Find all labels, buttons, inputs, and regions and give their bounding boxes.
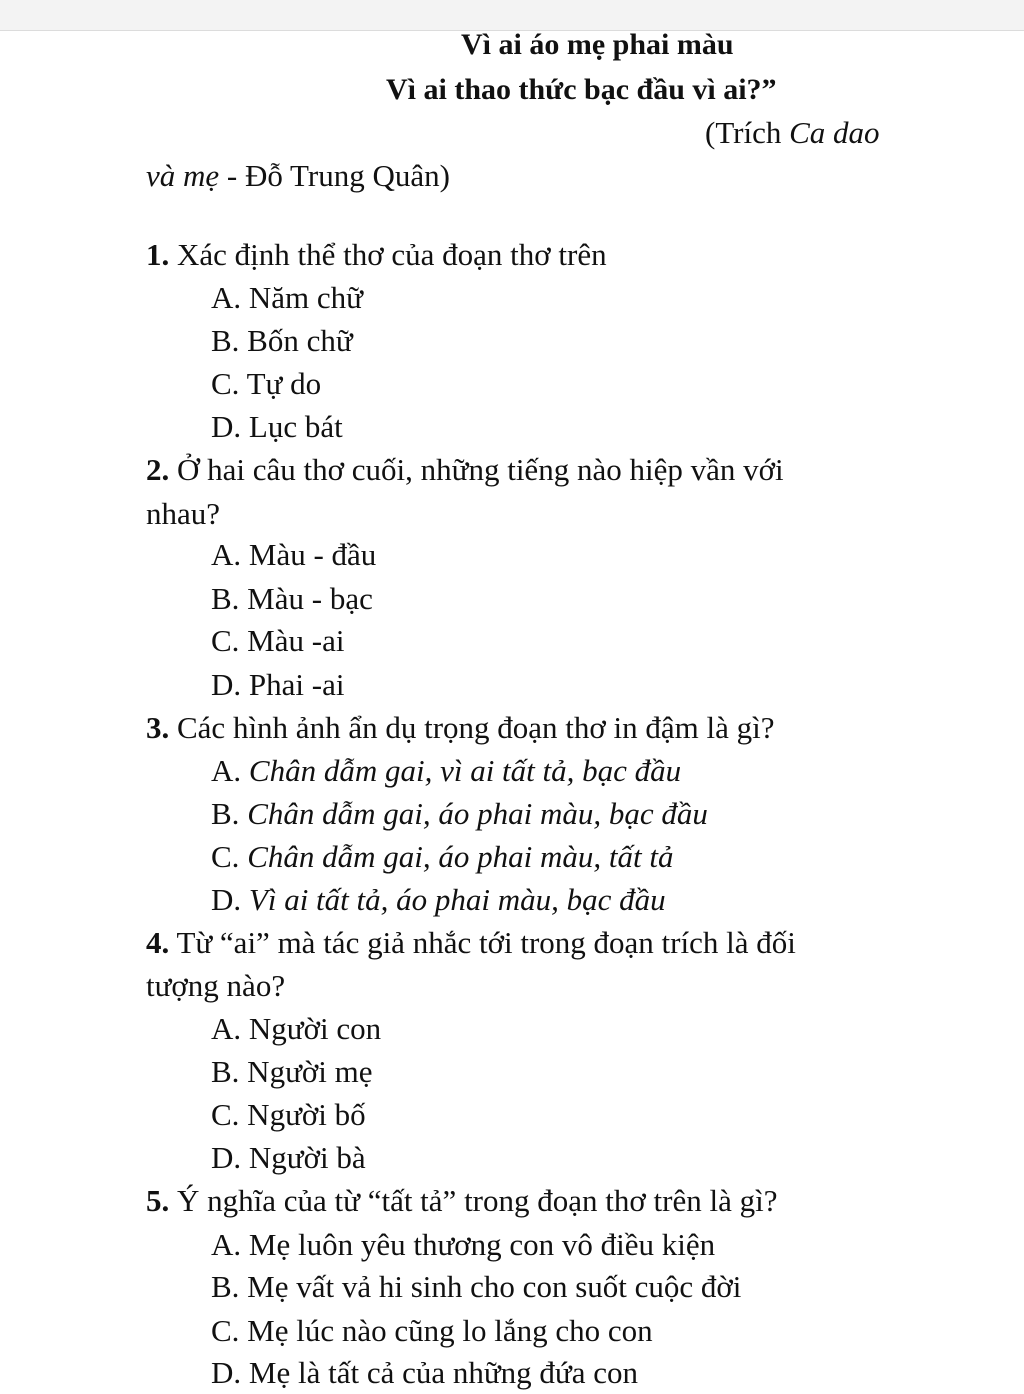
option-text: Chân dẫm gai, áo phai màu, bạc đầu [247, 796, 708, 831]
option-letter: D. [211, 882, 249, 917]
question-number: 4. [146, 925, 170, 960]
option-letter: A. [211, 753, 249, 788]
question-5 [146, 1183, 777, 1219]
poem-source-line-1 [705, 115, 880, 151]
question-number: 3. [146, 710, 170, 745]
poem-line-1: Vì ai áo mẹ phai màu [461, 28, 734, 61]
question-number: 2. [146, 452, 170, 487]
question-text: Các hình ảnh ẩn dụ trọng đoạn thơ in đậm là gì? [169, 710, 775, 745]
question-text: Xác định thể thơ của đoạn thơ trên [169, 237, 607, 272]
q2-option-c: C. Màu -ai [211, 623, 345, 658]
source-title-part-2: và mẹ [146, 158, 220, 193]
source-author: - Đỗ Trung Quân) [219, 158, 450, 193]
question-2-continued: nhau? [146, 496, 221, 531]
q2-option-d: D. Phai -ai [211, 667, 345, 702]
q3-option-d [211, 882, 666, 918]
question-4 [146, 925, 796, 961]
question-number: 1. [146, 237, 170, 272]
q5-option-c: C. Mẹ lúc nào cũng lo lắng cho con [211, 1313, 653, 1348]
question-2 [146, 452, 784, 488]
question-4-continued: tượng nào? [146, 968, 286, 1003]
q2-option-b: B. Màu - bạc [211, 581, 373, 616]
poem-source-line-2 [146, 158, 450, 194]
option-letter: C. [211, 839, 248, 874]
question-text: Ý nghĩa của từ “tất tả” trong đoạn thơ trên là gì? [169, 1183, 778, 1218]
q4-option-a: A. Người con [211, 1011, 382, 1046]
q4-option-b: B. Người mẹ [211, 1054, 373, 1089]
question-number: 5. [146, 1183, 170, 1218]
source-title-part-1: Ca dao [789, 115, 880, 150]
option-letter: B. [211, 796, 248, 831]
q3-option-a [211, 753, 681, 789]
q5-option-b: B. Mẹ vất vả hi sinh cho con suốt cuộc đời [211, 1269, 742, 1304]
poem-line-2: Vì ai thao thức bạc đầu vì ai?” [386, 73, 777, 106]
q4-option-c: C. Người bố [211, 1097, 366, 1132]
q5-option-d: D. Mẹ là tất cả của những đứa con [211, 1355, 638, 1390]
q1-option-c: C. Tự do [211, 366, 322, 401]
q3-option-c [211, 839, 673, 875]
q1-option-a: A. Năm chữ [211, 280, 363, 315]
q3-option-b [211, 796, 708, 832]
question-3 [146, 710, 775, 746]
q1-option-b: B. Bốn chữ [211, 323, 353, 358]
question-text: Từ “ai” mà tác giả nhắc tới trong đoạn trích là đối [169, 925, 796, 960]
option-text: Chân dẫm gai, vì ai tất tả, bạc đầu [248, 753, 682, 788]
q5-option-a: A. Mẹ luôn yêu thương con vô điều kiện [211, 1227, 716, 1262]
option-text: Chân dẫm gai, áo phai màu, tất tả [247, 839, 674, 874]
question-1 [146, 237, 607, 273]
option-text: Vì ai tất tả, áo phai màu, bạc đầu [248, 882, 666, 917]
question-text: Ở hai câu thơ cuối, những tiếng nào hiệp vần với [169, 452, 784, 487]
q4-option-d: D. Người bà [211, 1140, 366, 1175]
q2-option-a: A. Màu - đầu [211, 537, 377, 572]
q1-option-d: D. Lục bát [211, 409, 343, 444]
source-open: (Trích [705, 115, 790, 150]
